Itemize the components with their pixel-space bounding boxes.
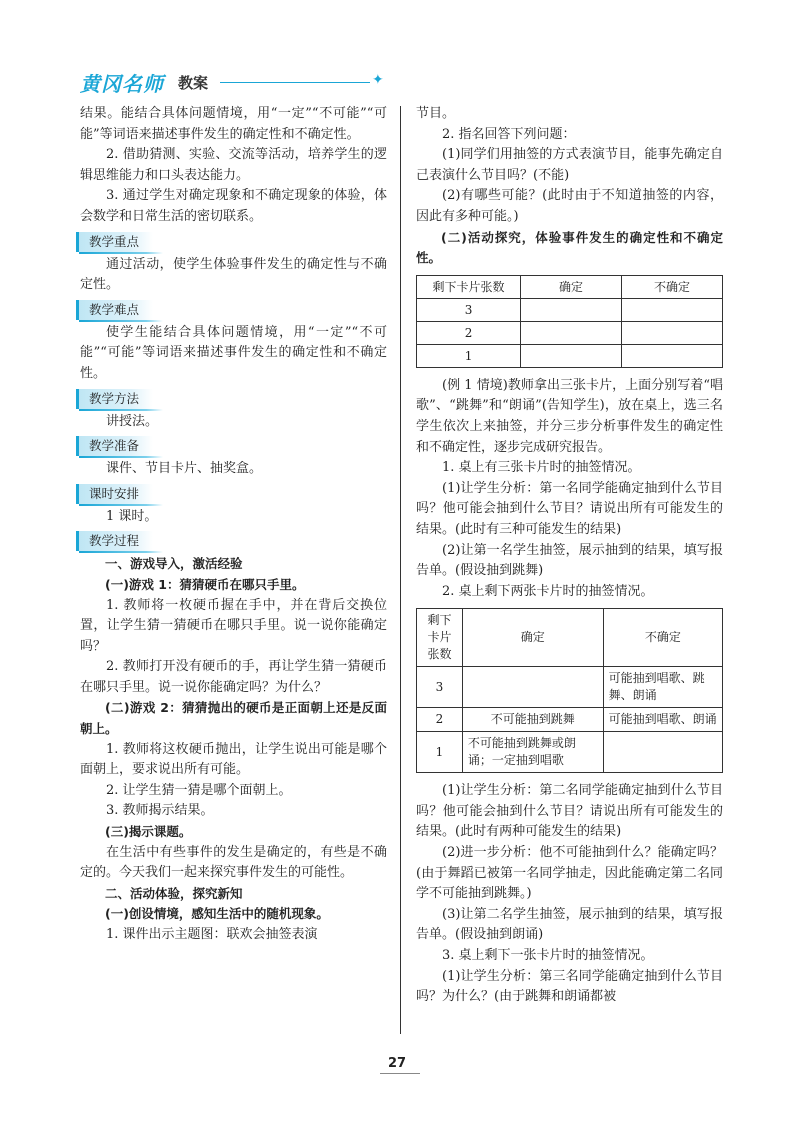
paragraph: 通过活动，使学生体验事件发生的确定性与不确定性。	[80, 256, 387, 293]
paragraph: 2. 桌上剩下两张卡片时的抽签情况。	[442, 583, 654, 599]
table-cell: 1	[417, 344, 521, 367]
report-table-filled	[416, 608, 723, 773]
table-header-row	[417, 609, 723, 667]
table-cell: 2	[417, 708, 463, 732]
paragraph: 1. 教师将一枚硬币握在手中，并在背后交换位置，让学生猜一猜硬币在哪只手里。说一说你能确定吗？	[80, 597, 387, 654]
table-header-cell: 不确定	[622, 275, 723, 298]
paragraph: (1)让学生分析：第一名同学能确定抽到什么节目吗？他可能会抽到什么节目？请说出所有可能发生的结果。(此时有三种可能发生的结果)	[416, 480, 723, 537]
paragraph: (例 1 情境)教师拿出三张卡片，上面分别写着“唱歌”、“跳舞”和“朗诵”(告知学生)，放在桌上，选三名学生依次上来抽签，并分三步分析事件发生的确定性和不确定性，逐步完成研究报告。	[416, 377, 723, 455]
table-row	[417, 321, 723, 344]
table-cell	[462, 667, 603, 708]
subheading: (一)创设情境，感知生活中的随机现象。	[105, 906, 329, 922]
table-cell: 可能抽到唱歌、朗诵	[603, 708, 722, 732]
table-cell: 3	[417, 298, 521, 321]
heading: 一、游戏导入，激活经验	[105, 556, 243, 572]
page-number-rule	[380, 1073, 420, 1074]
table-cell: 不可能抽到跳舞或朗诵；一定抽到唱歌	[462, 732, 603, 773]
section-label-schedule: 课时安排	[76, 484, 153, 504]
paragraph: (2)有哪些可能？(此时由于不知道抽签的内容，因此有多种可能。)	[416, 188, 723, 224]
table-cell: 不可能抽到跳舞	[462, 708, 603, 732]
paragraph: 1. 课件出示主题图：联欢会抽签表演	[106, 927, 318, 942]
right-column	[416, 104, 723, 1008]
paragraph: 课件、节目卡片、抽奖盒。	[106, 461, 263, 477]
paragraph: (1)同学们用抽签的方式表演节目，能事先确定自己表演什么节目吗？(不能)	[416, 147, 723, 183]
subheading: (三)揭示课题。	[105, 824, 192, 840]
table-cell	[622, 344, 723, 367]
column-divider	[400, 106, 401, 1034]
paragraph: (3)让第二名学生抽签，展示抽到的结果，填写报告单。(假设抽到朗诵)	[416, 906, 723, 943]
table-row	[417, 732, 723, 773]
brand-logo: 黄冈名师	[80, 72, 164, 96]
table-cell	[521, 321, 622, 344]
paragraph: 3. 桌上剩下一张卡片时的抽签情况。	[442, 948, 654, 964]
paragraph: (2)让第一名学生抽签，展示抽到的结果，填写报告单。(假设抽到跳舞)	[416, 542, 723, 579]
table-cell	[622, 298, 723, 321]
paragraph: 3. 教师揭示结果。	[106, 803, 214, 819]
table-cell	[521, 298, 622, 321]
table-row	[417, 667, 723, 708]
table-cell: 可能抽到唱歌、跳舞、朗诵	[603, 667, 722, 708]
section-label-prep: 教学准备	[76, 436, 153, 456]
subheading: (一)游戏 1：猜猜硬币在哪只手里。	[105, 576, 305, 592]
table-header-cell: 不确定	[603, 609, 722, 667]
paragraph: 节目。	[416, 106, 456, 121]
subheading: (二)活动探究，体验事件发生的确定性和不确定性。	[416, 229, 723, 266]
section-label-process: 教学过程	[76, 531, 153, 551]
header-rule	[220, 82, 370, 83]
paragraph: (2)进一步分析：他不可能抽到什么？能确定吗？(由于舞蹈已被第一名同学抽走，因此能确定第二名同学不可能抽到跳舞。)	[416, 845, 723, 902]
table-header-cell: 剩下卡片张数	[417, 609, 463, 667]
page-header	[80, 64, 384, 100]
table-cell	[521, 344, 622, 367]
paragraph: 结果。能结合具体问题情境，用“一定”“不可能”“可能”等词语来描述事件发生的确定性和不确定性。	[80, 106, 387, 142]
paragraph: 1. 桌上有三张卡片时的抽签情况。	[442, 460, 641, 476]
paragraph: 在生活中有些事件的发生是确定的，有些是不确定的。今天我们一起来探究事件发生的可能性。	[80, 844, 387, 881]
sparkle-icon: ✦	[372, 72, 384, 88]
heading: 二、活动体验，探究新知	[105, 885, 243, 901]
paragraph: (1)让学生分析：第二名同学能确定抽到什么节目吗？他可能会抽到什么节目？请说出所有可能发生的结果。(此时有两种可能发生的结果)	[416, 783, 723, 840]
table-row	[417, 344, 723, 367]
page-number: 27	[388, 1056, 407, 1071]
paragraph: 1 课时。	[106, 508, 158, 524]
paragraph: 2. 让学生猜一猜是哪个面朝上。	[106, 782, 292, 798]
left-column	[80, 104, 387, 946]
paragraph: 2. 指名回答下列问题：	[442, 126, 576, 142]
brand-subtitle: 教案	[178, 74, 209, 92]
report-table-empty	[416, 275, 723, 368]
table-row	[417, 708, 723, 732]
table-cell: 2	[417, 321, 521, 344]
table-header-cell: 剩下卡片张数	[417, 275, 521, 298]
table-cell	[622, 321, 723, 344]
table-cell: 1	[417, 732, 463, 773]
paragraph: 讲授法。	[106, 413, 159, 429]
paragraph: 1. 教师将这枚硬币抛出，让学生说出可能是哪个面朝上，要求说出所有可能。	[80, 741, 387, 778]
section-label-focus: 教学重点	[76, 232, 153, 252]
subheading: (二)游戏 2：猜猜抛出的硬币是正面朝上还是反面朝上。	[80, 700, 387, 737]
table-row	[417, 298, 723, 321]
table-cell: 3	[417, 667, 463, 708]
section-label-difficulty: 教学难点	[76, 300, 153, 320]
paragraph: 2. 教师打开没有硬币的手，再让学生猜一猜硬币在哪只手里。说一说你能确定吗？为什么？	[80, 659, 387, 695]
table-header-cell: 确定	[462, 609, 603, 667]
paragraph-text: 2. 借助猜测、实验、交流等活动，培养学生的逻辑思维能力和口头表达能力。	[80, 147, 387, 183]
table-header-row	[417, 275, 723, 298]
paragraph: 3. 通过学生对确定现象和不确定现象的体验，体会数学和日常生活的密切联系。	[80, 188, 387, 224]
table-cell	[603, 732, 722, 773]
paragraph: (1)让学生分析：第三名同学能确定抽到什么节目吗？为什么？(由于跳舞和朗诵都被	[416, 968, 723, 1005]
paragraph: 使学生能结合具体问题情境，用“一定”“不可能”“可能”等词语来描述事件发生的确定性和不确定性。	[80, 324, 387, 381]
table-header-cell: 确定	[521, 275, 622, 298]
paragraph	[80, 145, 387, 186]
section-label-method: 教学方法	[76, 389, 153, 409]
